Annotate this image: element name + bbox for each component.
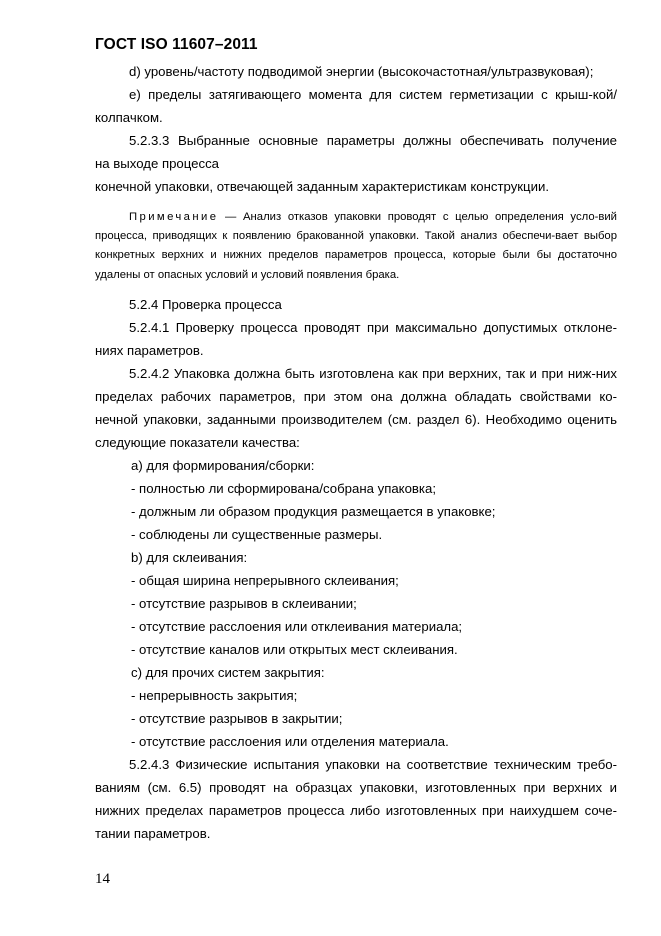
document-header: ГОСТ ISO 11607–2011 xyxy=(95,36,258,53)
list-b-item-4: - отсутствие каналов или открытых мест склеивания. xyxy=(131,641,458,657)
list-b-item-3: - отсутствие расслоения или отклеивания материала; xyxy=(131,618,463,634)
list-b-item-2: - отсутствие разрывов в склеивании; xyxy=(131,595,357,611)
note-text: — Анализ отказов упаковки проводят с целью определения усло-вий процесса, приводящих к появлению бракованной упаковки. Такой анализ обеспечи-вает выбор конкретных верхних и нижних пределов параметров процесса, которые были бы достаточно удалены от опасных условий и условий появления брака. xyxy=(95,211,617,281)
document-body xyxy=(95,60,617,845)
list-a-item-2: - должным ли образом продукция размещается в упаковке; xyxy=(131,503,496,519)
note-label: Примечание xyxy=(129,211,219,223)
list-c-item-1: - непрерывность закрытия; xyxy=(131,687,298,703)
list-a-item-1: - полностью ли сформирована/собрана упаковка; xyxy=(131,480,436,496)
clause-5-2-4-1: 5.2.4.1 Проверку процесса проводят при максимально допустимых отклоне-ниях параметров. xyxy=(95,319,617,358)
list-a-heading: а) для формирования/сборки: xyxy=(131,457,315,473)
page-number: 14 xyxy=(95,871,110,887)
list-c-item-2: - отсутствие разрывов в закрытии; xyxy=(131,710,343,726)
list-b-heading: b) для склеивания: xyxy=(131,549,248,565)
clause-5-2-4-2: 5.2.4.2 Упаковка должна быть изготовлена как при верхних, так и при ниж-них пределах рабочих параметров, при этом она должна обладать свойствами ко-нечной упаковки, заданными производителем (см. раздел 6). Необходимо оценить следующие показатели качества: xyxy=(95,365,617,450)
clause-5-2-4-3: 5.2.4.3 Физические испытания упаковки на соответствие техническим требо-ваниям (см. 6.5) проводят на образцах упаковки, изготовленных при верхних и нижних пределах параметров процесса либо изготовленных при наихудшем соче-тании параметров. xyxy=(95,756,617,841)
clause-5-2-3-3-line3: конечной упаковки, отвечающей заданным характеристикам конструкции. xyxy=(95,179,550,194)
clause-5-2-3-3-line1: 5.2.3.3 Выбранные основные параметры должны обеспечивать получение xyxy=(129,133,617,148)
list-a-item-3: - соблюдены ли существенные размеры. xyxy=(131,526,383,542)
list-c-heading: с) для прочих систем закрытия: xyxy=(131,664,325,680)
note-paragraph xyxy=(95,208,617,285)
list-c-item-3: - отсутствие расслоения или отделения материала. xyxy=(131,733,449,749)
clause-5-2-3-3-line2: на выходе процесса xyxy=(95,156,220,171)
section-5-2-4-heading: 5.2.4 Проверка процесса xyxy=(129,296,282,312)
list-b-item-1: - общая ширина непрерывного склеивания; xyxy=(131,572,399,588)
item-d: d) уровень/частоту подводимой энергии (высокочастотная/ультразвуковая); xyxy=(129,64,594,79)
item-e: e) пределы затягивающего момента для систем герметизации с крыш-кой/колпачком. xyxy=(95,87,617,125)
